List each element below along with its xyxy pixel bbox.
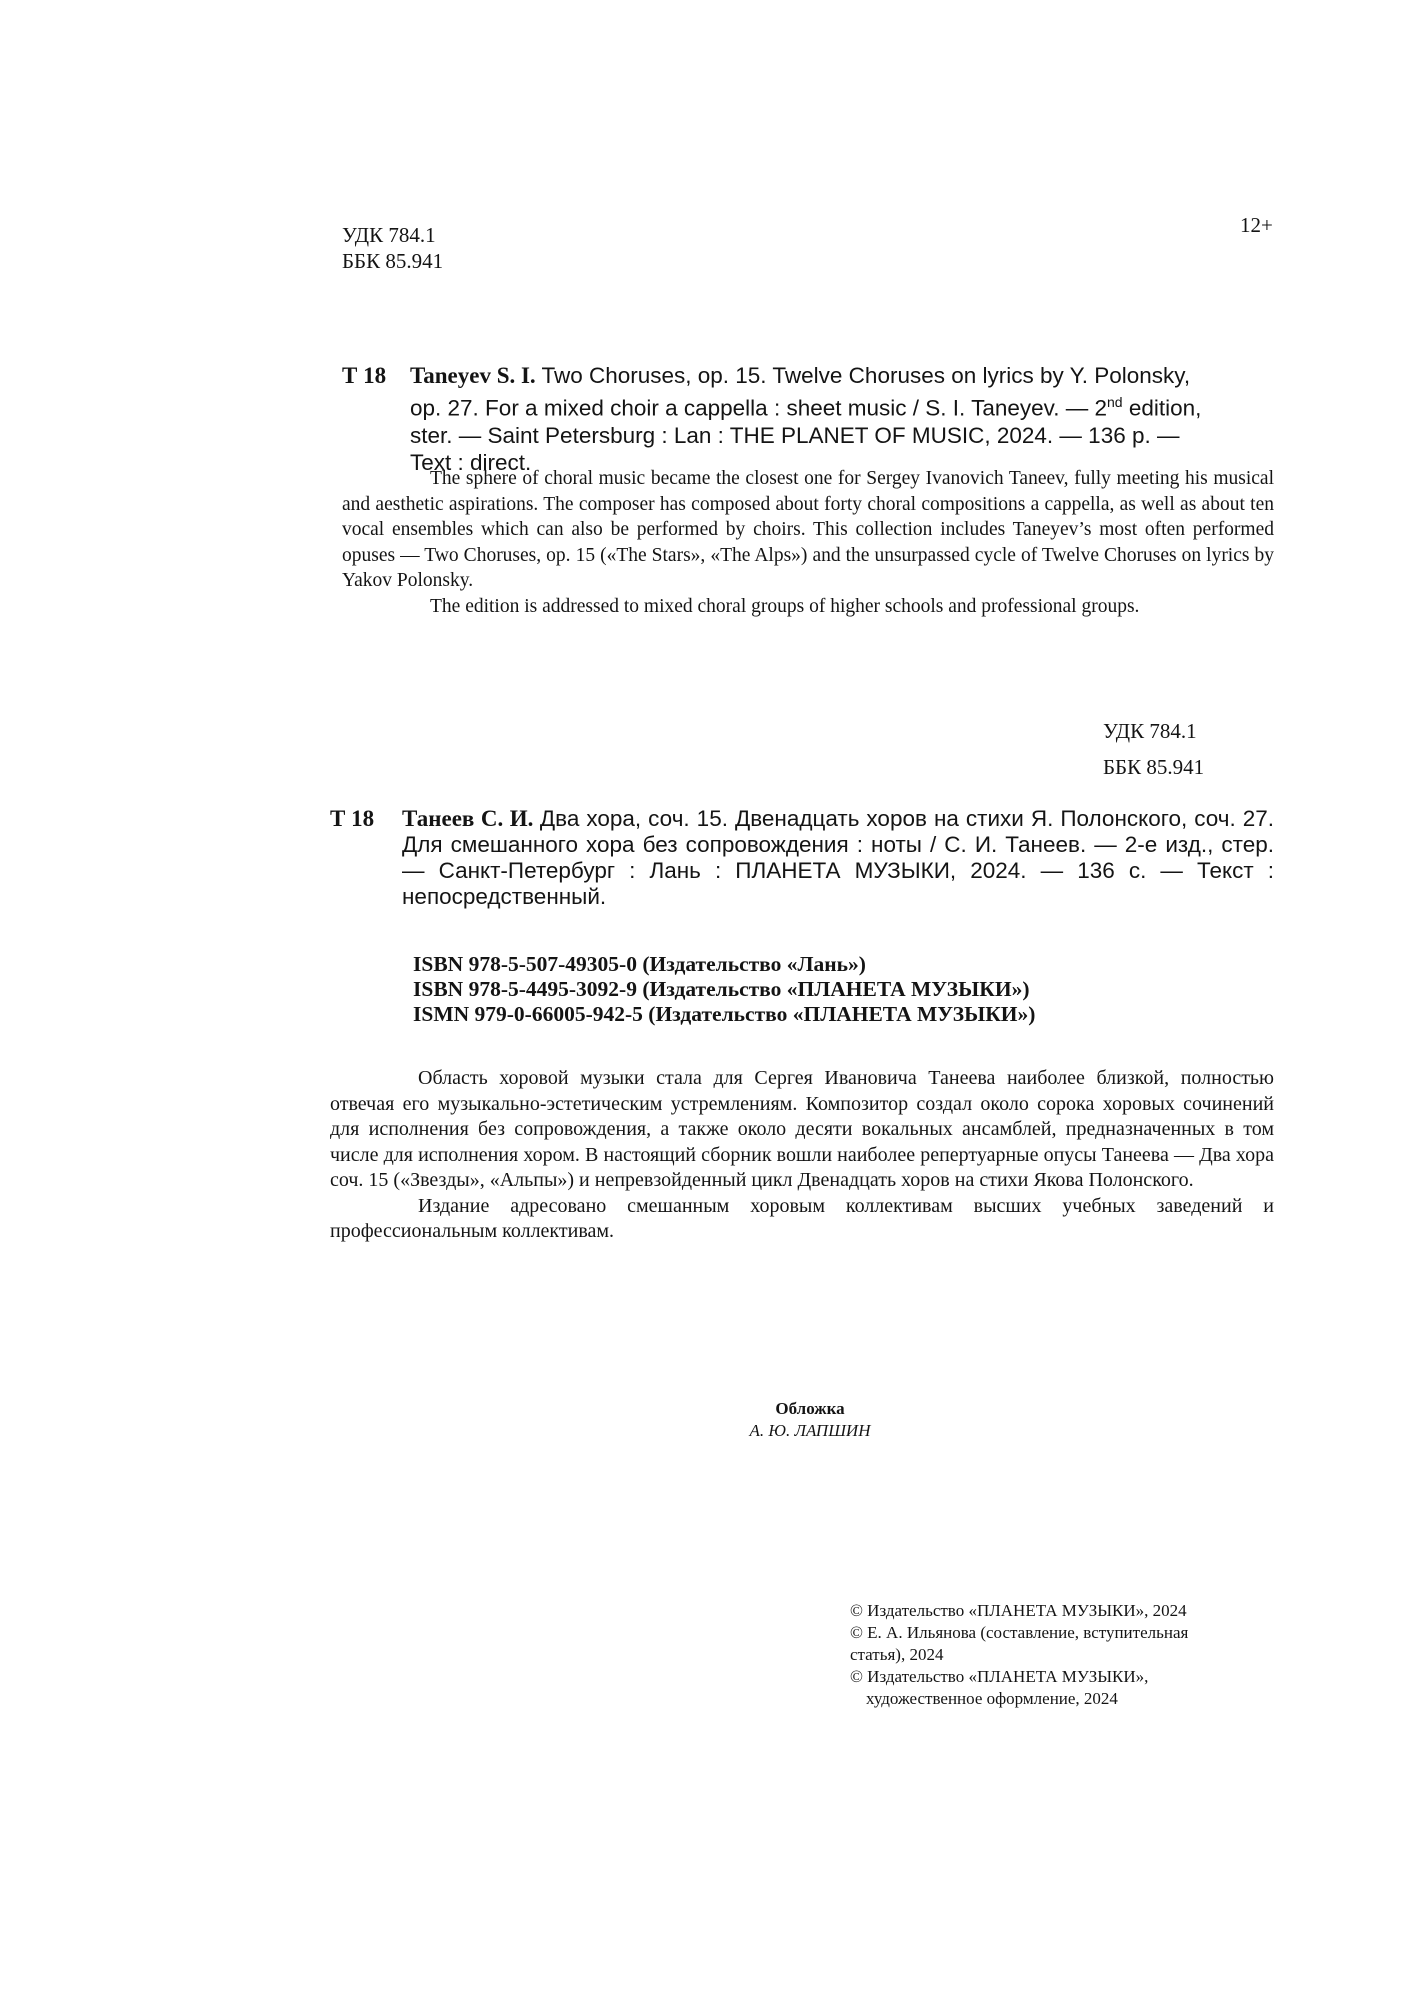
annotation-ru-p2: Издание адресовано смешанным хоровым коллективам высших учебных заведений и профессиональным коллективам. [330, 1194, 1274, 1242]
entry-ru-text: Два хора, соч. 15. Двенадцать хоров на стихи Я. Полонского, соч. 27. Для смешанного хора без сопровождения : ноты / С. И. Танеев. — 2-е изд., стер. — Санкт-Петербург : Лань : ПЛАНЕТА МУЗЫКИ, 2024. — 136 с. — Текст : непосредственный. [402, 806, 1275, 909]
isbn-planet: ISBN 978-5-4495-3092-9 (Издательство «ПЛАНЕТА МУЗЫКИ») [413, 977, 1030, 1001]
identifiers-block [413, 952, 1035, 1027]
classification-codes-ru [1103, 713, 1204, 785]
entry-line-2b: edition, [1128, 395, 1202, 421]
copyright-line-5: художественное оформление, 2024 [866, 1689, 1118, 1708]
cover-role: Обложка [775, 1399, 845, 1418]
copyright-block [850, 1600, 1270, 1710]
author-name: Taneyev S. I. [410, 363, 536, 388]
cover-artist: А. Ю. ЛАПШИН [749, 1421, 871, 1440]
cover-credit [600, 1398, 1020, 1442]
bibliographic-entry-ru [330, 806, 1274, 910]
annotation-en-p1: The sphere of choral music became the closest one for Sergey Ivanovich Taneev, fully meeting his musical and aesthetic aspirations. The composer has composed about forty choral compositions a cappella, as well as about ten vocal ensembles which can also be performed by choirs. This collection includes Taneyev’s most often performed opuses — Two Choruses, op. 15 («The Stars», «The Alps») and the unsurpassed cycle of Twelve Choruses on lyrics by Yakov Polonsky. [342, 468, 1274, 591]
entry-line-2a: op. 27. For a mixed choir a cappella : sheet music / S. I. Taneyev. — 2 [410, 395, 1108, 421]
copyright-line-4: © Издательство «ПЛАНЕТА МУЗЫКИ», [850, 1667, 1149, 1686]
entry-line-2-sup: nd [1107, 394, 1123, 410]
bbk-code-ru: ББК 85.941 [1103, 755, 1205, 779]
age-rating: 12+ [1240, 213, 1273, 237]
annotation-ru [330, 1066, 1274, 1245]
author-mark-ru: Т 18 [330, 806, 375, 831]
copyright-line-1: © Издательство «ПЛАНЕТА МУЗЫКИ», 2024 [850, 1601, 1187, 1620]
ismn-planet: ISMN 979-0-66005-942-5 (Издательство «ПЛАНЕТА МУЗЫКИ») [413, 1002, 1036, 1026]
entry-line-1: Two Choruses, op. 15. Twelve Choruses on lyrics by Y. Polonsky, [541, 363, 1191, 388]
classification-codes [342, 222, 443, 274]
author-mark: Т 18 [342, 363, 387, 388]
annotation-en-p2: The edition is addressed to mixed choral groups of higher schools and professional groups. [430, 595, 1140, 617]
bibliographic-entry-en [342, 362, 1274, 476]
bbk-code: ББК 85.941 [342, 249, 444, 273]
copyright-line-3: статья), 2024 [850, 1645, 944, 1664]
isbn-lan: ISBN 978-5-507-49305-0 (Издательство «Лань») [413, 952, 866, 976]
author-name-ru: Танеев С. И. [402, 806, 534, 831]
annotation-en [342, 466, 1274, 619]
entry-line-4: Text : direct. [410, 449, 532, 475]
entry-line-3: ster. — Saint Petersburg : Lan : THE PLANET OF MUSIC, 2024. — 136 p. — [410, 422, 1180, 448]
udk-code: УДК 784.1 [342, 223, 436, 247]
copyright-line-2: © Е. А. Ильянова (составление, вступительная [850, 1623, 1189, 1642]
udk-code-ru: УДК 784.1 [1103, 719, 1197, 743]
annotation-ru-p1: Область хоровой музыки стала для Сергея Ивановича Танеева наиболее близкой, полностью отвечая его музыкально-эстетическим устремлениям. Композитор создал около сорока хоровых сочинений для исполнения без сопровождения, а также около десяти вокальных ансамблей, предназначенных в том числе для исполнения хором. В настоящий сборник вошли наиболее репертуарные опусы Танеева — Два хора соч. 15 («Звезды», «Альпы») и непревзойденный цикл Двенадцать хоров на стихи Якова Полонского. [330, 1067, 1274, 1191]
